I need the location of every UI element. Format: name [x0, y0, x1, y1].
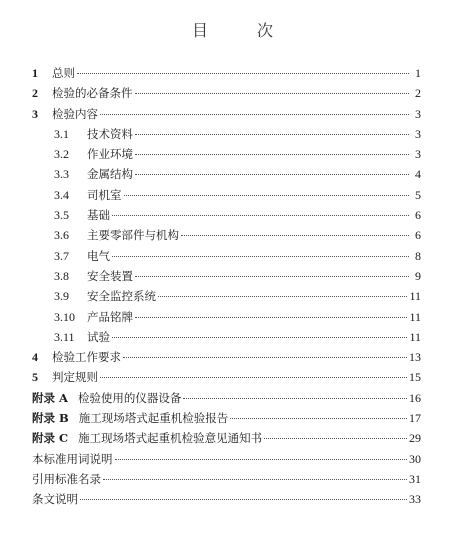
toc-entry-number: 3.9 — [54, 289, 69, 304]
toc-entry[interactable] — [32, 469, 421, 489]
toc-entry-number: 附录 B — [32, 411, 69, 426]
toc-entry-label: 试验 — [87, 329, 110, 344]
toc-entry[interactable] — [32, 367, 421, 387]
toc-entry-number: 3.11 — [54, 329, 75, 344]
toc-entry-label: 施工现场塔式起重机检验报告 — [78, 411, 229, 426]
toc-entry-label: 司机室 — [87, 187, 122, 202]
toc-entry[interactable] — [32, 286, 421, 306]
toc-entry-number: 3.5 — [54, 208, 69, 223]
toc-entry-page: 11 — [409, 309, 421, 324]
dot-leader — [123, 357, 407, 358]
dot-leader — [112, 256, 409, 257]
toc-entry-number: 1 — [32, 66, 38, 80]
toc-entry-number: 3 — [32, 106, 38, 121]
dot-leader — [80, 499, 407, 500]
toc-entry[interactable] — [32, 185, 421, 205]
toc-entry-label: 检验的必备条件 — [52, 86, 133, 101]
toc-entry-label: 金属结构 — [87, 167, 133, 182]
toc-entry-label: 技术资料 — [87, 126, 133, 141]
toc-entry[interactable] — [32, 347, 421, 367]
dot-leader — [77, 73, 409, 74]
dot-leader — [100, 114, 409, 115]
toc-entry-page: 3 — [415, 106, 421, 121]
toc-entry-number: 3.7 — [54, 248, 69, 263]
toc-entry-page: 15 — [409, 370, 421, 385]
toc-entry-page: 11 — [409, 289, 421, 304]
toc-entry[interactable] — [32, 307, 421, 327]
toc-entry-label: 条文说明 — [32, 492, 78, 507]
toc-entry-page: 1 — [415, 66, 421, 80]
toc-entry-number: 3.8 — [54, 268, 69, 283]
dot-leader — [135, 154, 409, 155]
dot-leader — [183, 398, 407, 399]
toc-entry-page: 16 — [409, 390, 421, 405]
dot-leader — [230, 418, 407, 419]
dot-leader — [124, 195, 410, 196]
toc-entry-label: 电气 — [87, 248, 110, 263]
toc-entry[interactable] — [32, 489, 421, 509]
toc-entry[interactable] — [32, 428, 421, 448]
toc-entry-page: 9 — [415, 268, 421, 283]
toc-entry[interactable] — [32, 408, 421, 428]
toc-entry-page: 3 — [415, 126, 421, 141]
dot-leader — [264, 438, 407, 439]
toc-entry-label: 检验工作要求 — [52, 350, 121, 365]
toc-entry-number: 3.2 — [54, 147, 69, 162]
dot-leader — [115, 459, 408, 460]
toc-entry-label: 主要零部件与机构 — [87, 228, 179, 243]
toc-entry-page: 6 — [415, 228, 421, 243]
dot-leader — [135, 317, 407, 318]
dot-leader — [135, 174, 409, 175]
dot-leader — [135, 134, 409, 135]
toc-entry-page: 6 — [415, 208, 421, 223]
toc-entry-page: 5 — [415, 187, 421, 202]
toc-entry[interactable] — [32, 104, 421, 124]
toc-entry-number: 3.3 — [54, 167, 69, 182]
toc-entry-number: 4 — [32, 350, 38, 365]
dot-leader — [135, 276, 409, 277]
toc-entry-label: 基础 — [87, 208, 110, 223]
toc-entry-page: 17 — [409, 411, 421, 426]
toc-entry[interactable] — [32, 327, 421, 347]
toc-entry[interactable] — [32, 388, 421, 408]
dot-leader — [112, 337, 407, 338]
toc-entry-number: 3.6 — [54, 228, 69, 243]
toc-entry-label: 产品铭牌 — [87, 309, 133, 324]
dot-leader — [135, 93, 410, 94]
dot-leader — [100, 377, 407, 378]
toc-entry-page: 3 — [415, 147, 421, 162]
toc-entry-label: 本标准用词说明 — [32, 451, 113, 466]
toc-entry-number: 5 — [32, 370, 38, 385]
toc-entry-number: 附录 A — [32, 390, 68, 405]
toc-entry-page: 11 — [409, 329, 421, 344]
toc-entry-page: 33 — [409, 492, 421, 507]
toc-entry[interactable] — [32, 164, 421, 184]
toc-entry-number: 3.4 — [54, 187, 69, 202]
toc-entry-page: 13 — [409, 350, 421, 365]
toc-entry-label: 施工现场塔式起重机检验意见通知书 — [78, 431, 263, 446]
toc-entry-label: 检验内容 — [52, 106, 98, 121]
toc-entry[interactable] — [32, 225, 421, 245]
toc-entry-label: 总则 — [52, 66, 75, 80]
toc-entry[interactable] — [32, 205, 421, 225]
toc-entry-page: 4 — [415, 167, 421, 182]
toc-entry[interactable] — [32, 144, 421, 164]
toc-entry-number: 2 — [32, 86, 38, 101]
toc-entry-page: 30 — [409, 451, 421, 466]
toc-entry-page: 8 — [415, 248, 421, 263]
toc-entry-page: 2 — [415, 86, 421, 101]
toc-entry-label: 检验使用的仪器设备 — [77, 390, 182, 405]
toc-entry[interactable] — [32, 83, 421, 103]
dot-leader — [181, 235, 409, 236]
toc-entry[interactable] — [32, 63, 421, 83]
toc-entry-label: 作业环境 — [87, 147, 133, 162]
dot-leader — [103, 479, 407, 480]
toc-entry[interactable] — [32, 124, 421, 144]
dot-leader — [158, 296, 407, 297]
dot-leader — [112, 215, 409, 216]
toc-entry-number: 3.10 — [54, 309, 75, 324]
toc-entry-number: 附录 C — [32, 431, 69, 446]
toc-entry[interactable] — [32, 246, 421, 266]
toc-title: 目 次 — [191, 21, 296, 40]
toc-entry-label: 安全装置 — [87, 268, 133, 283]
toc-entry-label: 安全监控系统 — [87, 289, 156, 304]
toc-entry[interactable] — [32, 266, 421, 286]
toc-entry-page: 29 — [409, 431, 421, 446]
toc-entry-page: 31 — [409, 471, 421, 486]
table-of-contents — [32, 63, 421, 510]
toc-entry-number: 3.1 — [54, 126, 69, 141]
toc-entry[interactable] — [32, 449, 421, 469]
toc-entry-label: 引用标准名录 — [32, 471, 101, 486]
toc-entry-label: 判定规则 — [52, 370, 98, 385]
